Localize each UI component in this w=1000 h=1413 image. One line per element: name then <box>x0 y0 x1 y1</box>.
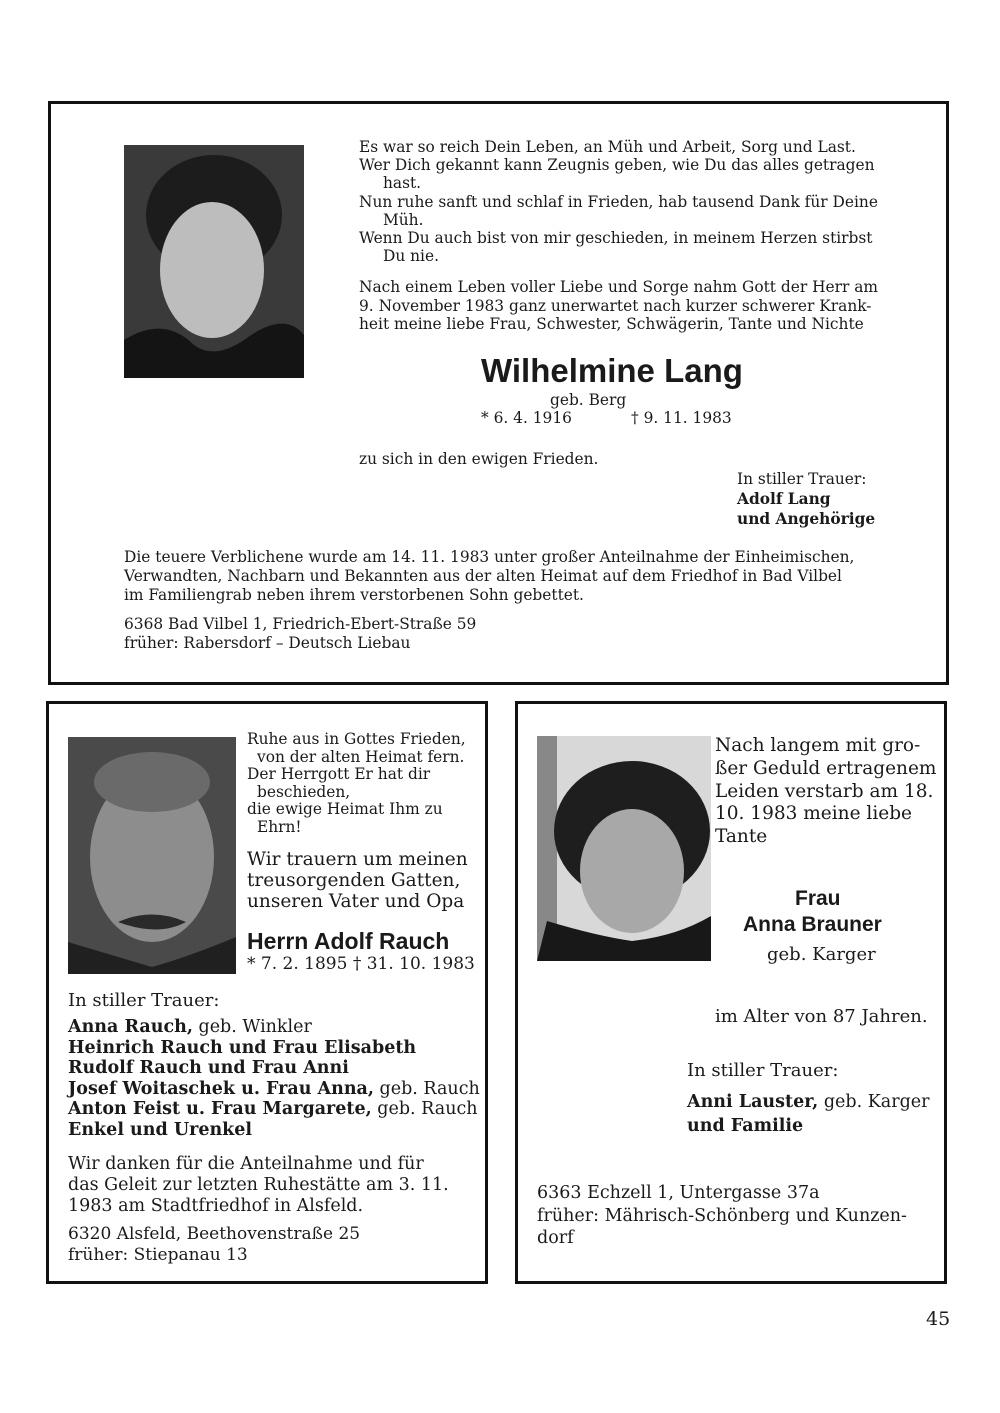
portrait-anna-brauner <box>537 736 711 961</box>
intro-line: Wir trauern um meinen <box>247 849 468 870</box>
mourners-block <box>687 1090 930 1138</box>
burial-line: im Familiengrab neben ihrem verstorbenen Sohn gebettet. <box>124 586 584 604</box>
burial-text <box>124 548 854 605</box>
notice-wilhelmine-lang <box>48 101 949 685</box>
former-address: dorf <box>537 1228 574 1248</box>
age-line: im Alter von 87 Jahren. <box>715 1006 928 1027</box>
mourner-name: Rudolf Rauch und Frau Anni <box>68 1058 349 1079</box>
left-intro <box>247 849 468 912</box>
intro-line: treusorgenden Gatten, <box>247 870 461 891</box>
mourners-block <box>737 469 875 529</box>
title-frau: Frau <box>795 887 841 910</box>
mourning-label: In stiller Trauer: <box>687 1060 839 1081</box>
portrait-wilhelmine-lang <box>124 145 304 378</box>
intro-line: 9. November 1983 ganz unerwartet nach kurzer schwerer Krank- <box>359 296 872 315</box>
poem-line: Ruhe aus in Gottes Frieden, <box>247 730 466 748</box>
death-date: † 9. 11. 1983 <box>631 409 732 427</box>
mourner-name: Enkel und Urenkel <box>68 1119 253 1140</box>
birth-name: geb. Karger <box>767 944 876 965</box>
intro-line: ßer Geduld ertragenem <box>715 757 937 779</box>
portrait-adolf-rauch <box>68 737 236 974</box>
life-dates: * 7. 2. 1895 † 31. 10. 1983 <box>247 954 475 974</box>
intro-line: heit meine liebe Frau, Schwester, Schwägerin, Tante und Nichte <box>359 315 864 333</box>
burial-line: Die teuere Verblichene wurde am 14. 11. 1983 unter großer Anteilnahme der Einheimischen, <box>124 548 855 566</box>
former-address: früher: Stiepanau 13 <box>68 1245 248 1265</box>
thanks-line: 1983 am Stadtfriedhof in Alsfeld. <box>68 1196 364 1216</box>
address-block <box>68 1224 360 1266</box>
address-block <box>537 1182 907 1250</box>
poem-line: Es war so reich Dein Leben, an Müh und Arbeit, Sorg und Last. <box>359 138 856 156</box>
intro-line: Tante <box>715 826 768 848</box>
address: 6368 Bad Vilbel 1, Friedrich-Ebert-Straße 59 <box>124 615 477 633</box>
top-intro <box>359 278 878 334</box>
poem-line: Wenn Du auch bist von mir geschieden, in meinem Herzen stirbst <box>359 229 873 248</box>
address: 6363 Echzell 1, Untergasse 37a <box>537 1183 820 1203</box>
thanks-line: das Geleit zur letzten Ruhestätte am 3. 11. <box>68 1175 449 1195</box>
poem-line: Du nie. <box>383 247 439 266</box>
mourner-name: Anton Feist u. Frau Margarete, geb. Rauch <box>68 1099 478 1120</box>
intro-line: 10. 1983 meine liebe <box>715 803 912 825</box>
mourner-name: Anna Rauch, geb. Winkler <box>68 1017 312 1037</box>
deceased-name: Anna Brauner <box>743 913 882 936</box>
poem-line: Nun ruhe sanft und schlaf in Frieden, hab tausend Dank für Deine <box>359 192 878 211</box>
former-address: früher: Mährisch-Schönberg und Kunzen- <box>537 1205 907 1226</box>
deceased-name: Wilhelmine Lang <box>481 352 743 389</box>
intro-line: Nach einem Leben voller Liebe und Sorge nahm Gott der Herr am <box>359 278 878 296</box>
right-intro <box>715 735 936 849</box>
intro-line: Nach langem mit gro- <box>715 735 921 756</box>
mourning-label: In stiller Trauer: <box>68 990 220 1011</box>
page-number: 45 <box>926 1308 951 1330</box>
mourner-name: Josef Woitaschek u. Frau Anna, geb. Rauch <box>68 1078 480 1099</box>
poem-line: beschieden, <box>257 782 351 801</box>
intro-line: Leiden verstarb am 18. <box>715 780 934 802</box>
deceased-name: Herrn Adolf Rauch <box>247 928 450 954</box>
thanks-line: Wir danken für die Anteilnahme und für <box>68 1154 424 1174</box>
poem-line: hast. <box>383 174 422 193</box>
peace-line: zu sich in den ewigen Frieden. <box>359 450 599 468</box>
burial-line: Verwandten, Nachbarn und Bekannten aus der alten Heimat auf dem Friedhof in Bad Vilbel <box>124 567 842 585</box>
poem-line: Ehrn! <box>257 817 302 836</box>
poem-line: von der alten Heimat fern. <box>257 747 465 766</box>
thanks-text <box>68 1154 449 1217</box>
poem-line: Der Herrgott Er hat dir <box>247 765 431 783</box>
mourner-name: Heinrich Rauch und Frau Elisabeth <box>68 1037 417 1058</box>
mourner-name: und Angehörige <box>737 510 876 528</box>
poem-line: Müh. <box>383 210 424 229</box>
mourning-label: In stiller Trauer: <box>737 470 867 488</box>
intro-line: unseren Vater und Opa <box>247 891 465 912</box>
mourner-name: Anni Lauster, geb. Karger <box>687 1092 930 1112</box>
left-poem <box>247 731 466 836</box>
address-block <box>124 615 476 653</box>
notice-adolf-rauch <box>46 701 488 1284</box>
birth-name: geb. Berg <box>550 391 627 409</box>
address: 6320 Alsfeld, Beethovenstraße 25 <box>68 1224 361 1244</box>
mourner-family: und Familie <box>687 1116 804 1136</box>
former-address: früher: Rabersdorf – Deutsch Liebau <box>124 634 411 652</box>
mourner-name: Adolf Lang <box>737 490 831 508</box>
poem-line: Wer Dich gekannt kann Zeugnis geben, wie Du das alles getragen <box>359 156 875 175</box>
top-poem <box>359 138 878 265</box>
birth-date: * 6. 4. 1916 <box>481 409 572 427</box>
mourners-list <box>68 1017 480 1141</box>
notice-anna-brauner <box>515 701 947 1284</box>
poem-line: die ewige Heimat Ihm zu <box>247 800 443 818</box>
